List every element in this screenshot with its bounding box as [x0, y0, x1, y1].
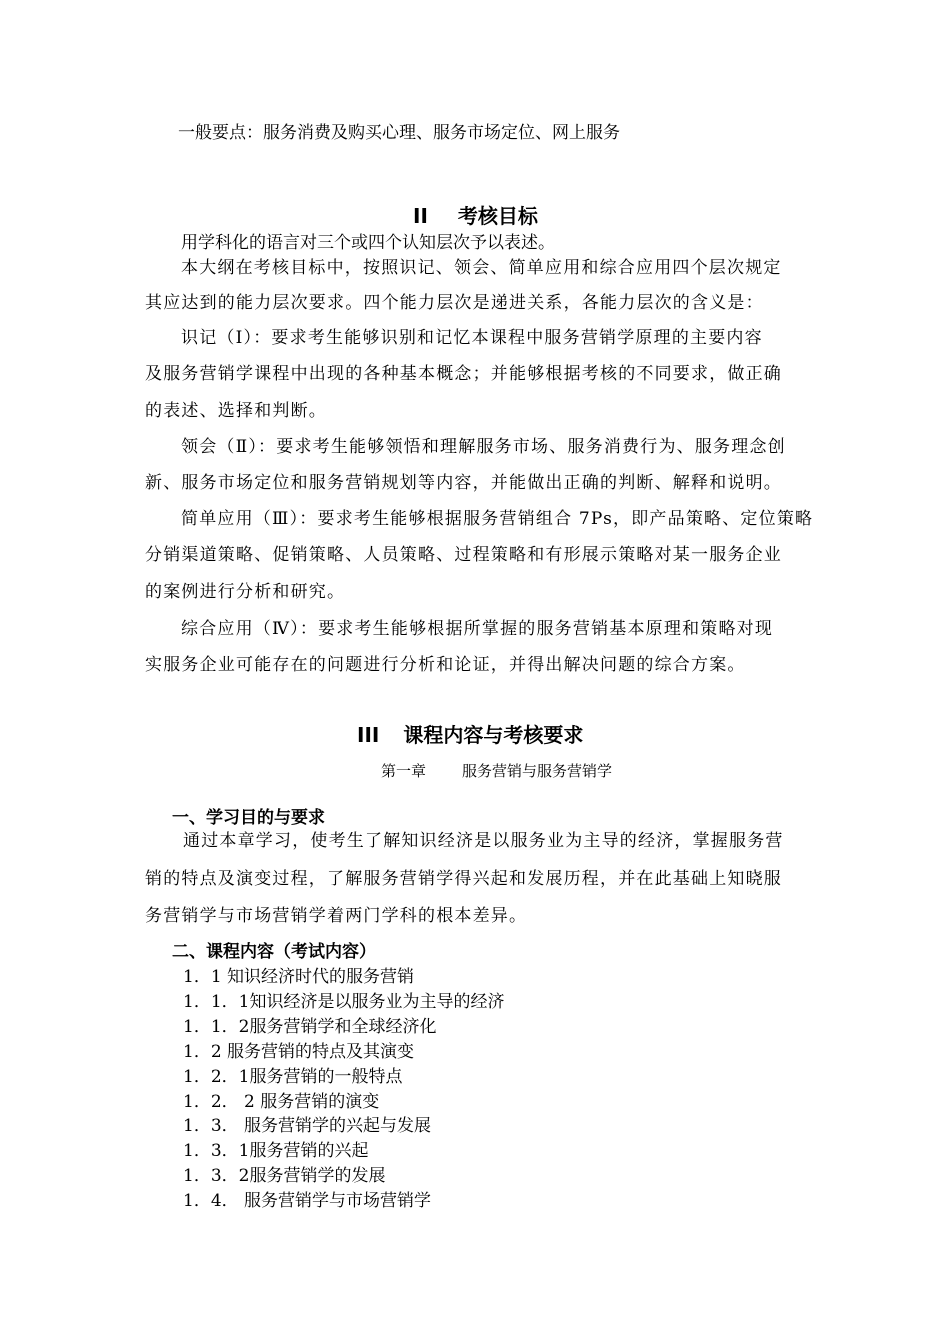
chapter-number: 第一章: [381, 762, 427, 780]
content-item: 1．2 服务营销的特点及其演变: [183, 1042, 415, 1062]
level-1-line2: 及服务营销学课程中出现的各种基本概念；并能够根据考核的不同要求，做正确: [145, 364, 782, 384]
content-item: 1．2．1服务营销的一般特点: [183, 1067, 403, 1087]
level-2-line2: 新、服务市场定位和服务营销规划等内容，并能做出正确的判断、解释和说明。: [145, 473, 782, 493]
content-item: 1．4． 服务营销学与市场营销学: [183, 1191, 432, 1211]
subsection-1-heading: 一、学习目的与要求: [172, 808, 325, 828]
subsection-1-line1: 通过本章学习，使考生了解知识经济是以服务业为主导的经济，掌握服务营: [183, 831, 784, 851]
subsection-2-heading: 二、课程内容（考试内容）: [172, 942, 376, 962]
level-1-line1: 识记（Ⅰ）：要求考生能够识别和记忆本课程中服务营销学原理的主要内容: [181, 328, 763, 348]
content-item: 1．1．1知识经济是以服务业为主导的经济: [183, 992, 505, 1012]
section-3-number: III: [357, 723, 380, 747]
content-item: 1．3．2服务营销学的发展: [183, 1166, 386, 1186]
section-2-number: II: [413, 204, 428, 228]
content-item: 1．2． 2 服务营销的演变: [183, 1092, 380, 1112]
level-2-line1: 领会（Ⅱ）：要求考生能够领悟和理解服务市场、服务消费行为、服务理念创: [181, 437, 786, 457]
level-3-line2: 分销渠道策略、促销策略、人员策略、过程策略和有形展示策略对某一服务企业: [145, 545, 782, 565]
section-3-heading: [357, 723, 583, 747]
section-2-para1-line1: 本大纲在考核目标中，按照识记、领会、简单应用和综合应用四个层次规定: [181, 258, 782, 278]
level-4-line1: 综合应用（Ⅳ）：要求考生能够根据所掌握的服务营销基本原理和策略对现: [181, 619, 774, 639]
section-3-title: 课程内容与考核要求: [403, 723, 584, 747]
section-2-para1-line2: 其应达到的能力层次要求。四个能力层次是递进关系，各能力层次的含义是：: [145, 293, 764, 313]
section-2-heading: [413, 204, 538, 228]
content-item: 1．3． 服务营销学的兴起与发展: [183, 1116, 432, 1136]
chapter-heading: [381, 761, 612, 781]
general-points-line: 一般要点：服务消费及购买心理、服务市场定位、网上服务: [178, 123, 620, 143]
section-2-title: 考核目标: [457, 204, 538, 228]
subsection-1-line3: 务营销学与市场营销学着两门学科的根本差异。: [145, 906, 528, 926]
level-3-line1: 简单应用（Ⅲ）：要求考生能够根据服务营销组合 7Ps，即产品策略、定位策略: [181, 509, 814, 529]
level-1-line3: 的表述、选择和判断。: [145, 401, 327, 421]
subsection-1-line2: 销的特点及演变过程，了解服务营销学得兴起和发展历程，并在此基础上知晓服: [145, 869, 782, 889]
chapter-title: 服务营销与服务营销学: [462, 762, 613, 780]
content-item: 1．3．1服务营销的兴起: [183, 1141, 369, 1161]
level-4-line2: 实服务企业可能存在的问题进行分析和论证，并得出解决问题的综合方案。: [145, 655, 746, 675]
level-3-line3: 的案例进行分析和研究。: [145, 582, 346, 602]
content-item: 1．1．2服务营销学和全球经济化: [183, 1017, 437, 1037]
section-2-intro: 用学科化的语言对三个或四个认知层次予以表述。: [181, 233, 555, 253]
content-item: 1．1 知识经济时代的服务营销: [183, 967, 415, 987]
